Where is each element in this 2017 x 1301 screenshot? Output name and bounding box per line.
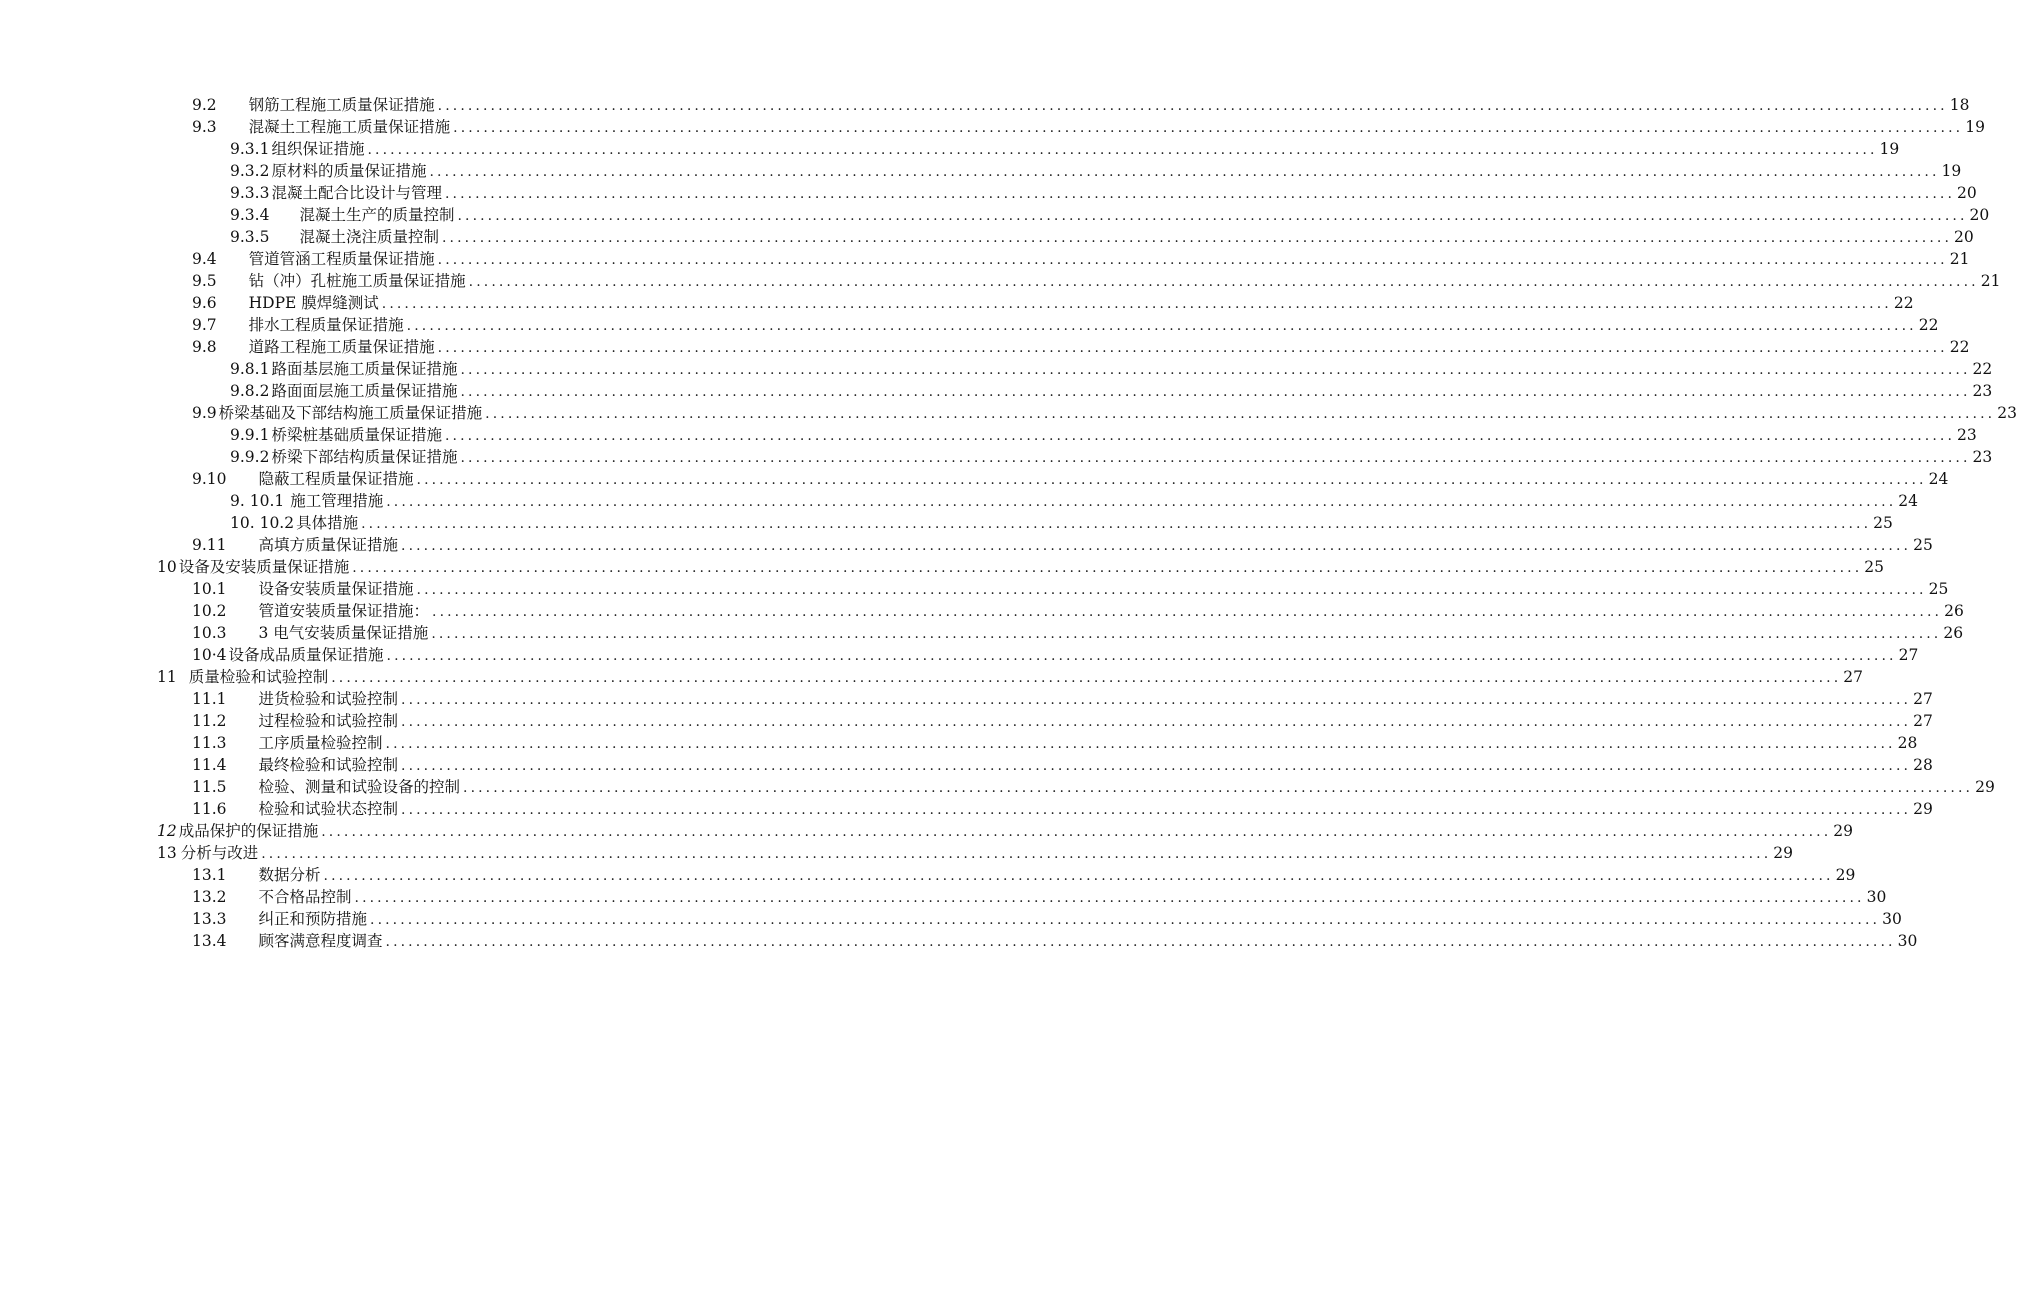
- toc-leader-dots: ........................................................................................................................................................................................................: [453, 120, 1964, 136]
- toc-entry-number: 10·4: [192, 646, 227, 664]
- toc-entry-number: 9.2: [192, 96, 217, 114]
- toc-entry[interactable]: [230, 446, 1993, 468]
- toc-entry-title: 道路工程施工质量保证措施: [248, 338, 435, 356]
- toc-entry-page: 22: [1972, 360, 1993, 378]
- toc-entry-page: 22: [1949, 338, 1970, 356]
- toc-entry[interactable]: [192, 292, 1914, 314]
- toc-entry-title: 检验和试验状态控制: [258, 800, 399, 818]
- toc-leader-dots: ........................................................................................................................................................................................................: [441, 230, 1953, 246]
- toc-entry-page: 25: [1913, 536, 1933, 554]
- toc-leader-dots: ........................................................................................................................................................................................................: [352, 560, 1863, 576]
- toc-entry[interactable]: [192, 776, 1995, 798]
- toc-entry-number: 13: [157, 844, 177, 862]
- toc-entry-title: 最终检验和试验控制: [258, 756, 399, 774]
- toc-entry[interactable]: [192, 534, 1933, 556]
- toc-entry[interactable]: [230, 424, 1977, 446]
- toc-entry-page: 28: [1897, 734, 1918, 752]
- toc-entry-number: 11.2: [192, 712, 227, 730]
- toc-entry-number: 10: [157, 558, 177, 576]
- toc-entry-title: 具体措施: [296, 514, 359, 532]
- toc-entry-page: 23: [1972, 382, 1993, 400]
- toc-entry-page: 26: [1943, 624, 1964, 642]
- toc-entry-page: 29: [1833, 822, 1854, 840]
- toc-entry-title: 设备及安装质量保证措施: [178, 558, 350, 576]
- toc-entry-number: 10.3: [192, 624, 227, 642]
- toc-entry[interactable]: [192, 864, 1856, 886]
- toc-leader-dots: ........................................................................................................................................................................................................: [468, 274, 1979, 290]
- toc-entry-number: 13.1: [192, 866, 227, 884]
- toc-entry-title: 桥梁桩基础质量保证措施: [271, 426, 442, 444]
- toc-entry[interactable]: [157, 842, 1794, 864]
- toc-leader-dots: ........................................................................................................................................................................................................: [331, 670, 1842, 686]
- toc-leader-dots: ........................................................................................................................................................................................................: [385, 934, 1896, 950]
- toc-entry-title: 钻（冲）孔桩施工质量保证措施: [248, 272, 466, 290]
- toc-leader-dots: ........................................................................................................................................................................................................: [321, 824, 1832, 840]
- toc-entry[interactable]: [192, 798, 1933, 820]
- toc-entry[interactable]: [192, 644, 1919, 666]
- toc-leader-dots: ........................................................................................................................................................................................................: [261, 846, 1772, 862]
- toc-leader-dots: ........................................................................................................................................................................................................: [401, 802, 1912, 818]
- toc-entry-title: 质量检验和试验控制: [188, 668, 329, 686]
- toc-leader-dots: ........................................................................................................................................................................................................: [444, 428, 1956, 444]
- toc-leader-dots: ........................................................................................................................................................................................................: [431, 626, 1942, 642]
- toc-entry-title: 原材料的质量保证措施: [271, 162, 427, 180]
- toc-entry-number: 13.2: [192, 888, 227, 906]
- toc-entry-title: 混凝土生产的质量控制: [299, 206, 455, 224]
- toc-entry-number: 9.3.2: [230, 162, 270, 180]
- toc-entry[interactable]: [230, 204, 1990, 226]
- toc-leader-dots: ........................................................................................................................................................................................................: [460, 450, 1971, 466]
- toc-leader-dots: ........................................................................................................................................................................................................: [457, 208, 1968, 224]
- toc-entry[interactable]: [230, 138, 1900, 160]
- toc-entry-page: 25: [1873, 514, 1893, 532]
- toc-entry[interactable]: [157, 666, 1864, 688]
- toc-entry-title: 高填方质量保证措施: [258, 536, 399, 554]
- toc-entry-title: 纠正和预防措施: [258, 910, 368, 928]
- toc-entry-title: 不合格品控制: [258, 888, 352, 906]
- toc-entry[interactable]: [192, 600, 1964, 622]
- toc-entry-number: 11.3: [192, 734, 227, 752]
- toc-entry-number: 9.8: [192, 338, 217, 356]
- toc-entry-page: 24: [1898, 492, 1919, 510]
- toc-entry-number: 9.11: [192, 536, 227, 554]
- toc-entry-page: 19: [1965, 118, 1985, 136]
- toc-entry[interactable]: [192, 578, 1949, 600]
- toc-leader-dots: ........................................................................................................................................................................................................: [386, 494, 1897, 510]
- toc-entry-page: 24: [1928, 470, 1949, 488]
- toc-entry[interactable]: [192, 468, 1949, 490]
- toc-entry[interactable]: [230, 380, 1993, 402]
- toc-leader-dots: ........................................................................................................................................................................................................: [401, 692, 1912, 708]
- toc-entry-page: 29: [1773, 844, 1794, 862]
- toc-entry-page: 29: [1975, 778, 1995, 796]
- toc-entry[interactable]: [192, 886, 1887, 908]
- toc-leader-dots: ........................................................................................................................................................................................................: [432, 604, 1943, 620]
- toc-leader-dots: ........................................................................................................................................................................................................: [401, 758, 1912, 774]
- toc-entry[interactable]: [157, 820, 1854, 842]
- toc-entry-title: 组织保证措施: [271, 140, 365, 158]
- toc-entry[interactable]: [157, 556, 1885, 578]
- toc-entry[interactable]: [230, 182, 1977, 204]
- toc-entry[interactable]: [192, 248, 1970, 270]
- toc-entry-page: 18: [1949, 96, 1970, 114]
- toc-entry-title: 过程检验和试验控制: [258, 712, 399, 730]
- toc-entry-number: 9.3.5: [230, 228, 270, 246]
- toc-entry-page: 30: [1897, 932, 1918, 950]
- toc-entry-page: 20: [1969, 206, 1990, 224]
- toc-entry-number: 9.9.1: [230, 426, 270, 444]
- toc-entry-title: 工序质量检验控制: [258, 734, 383, 752]
- toc-entry-number: 9.9: [192, 404, 217, 422]
- toc-entry-number: 9.10: [192, 470, 227, 488]
- toc-leader-dots: ........................................................................................................................................................................................................: [361, 516, 1872, 532]
- toc-entry[interactable]: [192, 94, 1970, 116]
- toc-entry-title: 路面面层施工质量保证措施: [271, 382, 458, 400]
- toc-leader-dots: ........................................................................................................................................................................................................: [354, 890, 1865, 906]
- toc-entry-number: 9.8.1: [230, 360, 270, 378]
- toc-leader-dots: ........................................................................................................................................................................................................: [437, 98, 1948, 114]
- toc-entry-page: 20: [1957, 184, 1977, 202]
- toc-entry-title: 桥梁下部结构质量保证措施: [271, 448, 458, 466]
- toc-entry-number: 10. 10.2: [230, 514, 295, 532]
- toc-leader-dots: ........................................................................................................................................................................................................: [416, 472, 1927, 488]
- toc-entry-title: 施工管理措施: [290, 492, 384, 510]
- toc-entry-page: 27: [1843, 668, 1864, 686]
- toc-leader-dots: ........................................................................................................................................................................................................: [437, 252, 1948, 268]
- toc-entry-title: 成品保护的保证措施: [178, 822, 319, 840]
- toc-entry-number: 9.8.2: [230, 382, 270, 400]
- toc-entry-number: 9.3: [192, 118, 217, 136]
- toc-leader-dots: ........................................................................................................................................................................................................: [463, 780, 1974, 796]
- toc-entry-title: 检验、测量和试验设备的控制: [258, 778, 461, 796]
- toc-entry-page: 27: [1913, 712, 1933, 730]
- toc-entry[interactable]: [230, 490, 1919, 512]
- toc-entry-page: 22: [1918, 316, 1939, 334]
- toc-leader-dots: ........................................................................................................................................................................................................: [437, 340, 1948, 356]
- toc-entry-number: 10.2: [192, 602, 227, 620]
- toc-entry-number: 9.9.2: [230, 448, 270, 466]
- toc-leader-dots: ........................................................................................................................................................................................................: [386, 648, 1897, 664]
- toc-entry-page: 23: [1957, 426, 1977, 444]
- toc-entry-title: 路面基层施工质量保证措施: [271, 360, 458, 378]
- toc-leader-dots: ........................................................................................................................................................................................................: [429, 164, 1940, 180]
- toc-entry-number: 11.5: [192, 778, 227, 796]
- toc-entry-page: 23: [1972, 448, 1993, 466]
- table-of-contents: [0, 94, 2017, 952]
- toc-leader-dots: ........................................................................................................................................................................................................: [444, 186, 1956, 202]
- toc-entry[interactable]: [192, 908, 1902, 930]
- toc-entry-number: 11.4: [192, 756, 227, 774]
- toc-entry-number: 11.6: [192, 800, 227, 818]
- toc-entry-page: 29: [1913, 800, 1933, 818]
- toc-leader-dots: ........................................................................................................................................................................................................: [401, 538, 1912, 554]
- toc-entry-number: 9.4: [192, 250, 217, 268]
- toc-entry-title: 隐蔽工程质量保证措施: [258, 470, 414, 488]
- toc-entry[interactable]: [192, 402, 2017, 424]
- toc-entry-title: 钢筋工程施工质量保证措施: [248, 96, 435, 114]
- toc-entry-title: 3 电气安装质量保证措施: [258, 624, 429, 642]
- toc-entry-page: 21: [1980, 272, 2001, 290]
- toc-entry-title: 数据分析: [258, 866, 321, 884]
- toc-leader-dots: ........................................................................................................................................................................................................: [370, 912, 1881, 928]
- toc-entry[interactable]: [192, 116, 1985, 138]
- toc-entry[interactable]: [192, 930, 1918, 952]
- toc-entry[interactable]: [192, 314, 1939, 336]
- toc-entry-number: 9.3.4: [230, 206, 270, 224]
- toc-leader-dots: ........................................................................................................................................................................................................: [485, 406, 1996, 422]
- toc-entry-title: 混凝土浇注质量控制: [299, 228, 439, 246]
- toc-entry-number: 9.3.1: [230, 140, 270, 158]
- toc-entry-number: 9.3.3: [230, 184, 270, 202]
- toc-entry-number: 13.4: [192, 932, 227, 950]
- toc-leader-dots: ........................................................................................................................................................................................................: [401, 714, 1912, 730]
- toc-entry-page: 29: [1835, 866, 1856, 884]
- toc-entry-page: 30: [1866, 888, 1887, 906]
- toc-entry-page: 22: [1893, 294, 1914, 312]
- toc-entry-page: 21: [1949, 250, 1970, 268]
- toc-entry-title: 管道安装质量保证措施：: [258, 602, 430, 620]
- toc-entry-page: 19: [1879, 140, 1900, 158]
- toc-entry-number: 12: [157, 822, 177, 840]
- toc-entry-title: 排水工程质量保证措施: [248, 316, 404, 334]
- toc-leader-dots: ........................................................................................................................................................................................................: [460, 362, 1971, 378]
- toc-entry-title: 分析与改进: [180, 844, 259, 862]
- toc-entry[interactable]: [192, 622, 1964, 644]
- toc-entry-title: 设备成品质量保证措施: [228, 646, 384, 664]
- toc-entry-title: 混凝土配合比设计与管理: [271, 184, 442, 202]
- toc-entry-page: 25: [1864, 558, 1885, 576]
- toc-entry-page: 20: [1954, 228, 1974, 246]
- toc-entry-title: HDPE 膜焊缝测试: [248, 294, 379, 312]
- toc-leader-dots: ........................................................................................................................................................................................................: [416, 582, 1927, 598]
- toc-entry-page: 23: [1997, 404, 2017, 422]
- toc-entry-page: 27: [1898, 646, 1919, 664]
- toc-entry-title: 顾客满意程度调查: [258, 932, 383, 950]
- toc-entry[interactable]: [192, 732, 1918, 754]
- toc-entry[interactable]: [230, 512, 1893, 534]
- toc-leader-dots: ........................................................................................................................................................................................................: [323, 868, 1834, 884]
- toc-entry[interactable]: [230, 160, 1962, 182]
- toc-entry-page: 26: [1944, 602, 1964, 620]
- toc-entry[interactable]: [192, 336, 1970, 358]
- toc-entry[interactable]: [192, 688, 1933, 710]
- toc-entry-title: 桥梁基础及下部结构施工质量保证措施: [218, 404, 483, 422]
- toc-entry-number: 9. 10.1: [230, 492, 285, 510]
- toc-entry-title: 设备安装质量保证措施: [258, 580, 414, 598]
- toc-entry-number: 11: [157, 668, 177, 686]
- toc-entry-title: 管道管涵工程质量保证措施: [248, 250, 435, 268]
- toc-entry-page: 30: [1882, 910, 1902, 928]
- toc-entry[interactable]: [192, 754, 1933, 776]
- toc-leader-dots: ........................................................................................................................................................................................................: [381, 296, 1892, 312]
- toc-entry-number: 13.3: [192, 910, 227, 928]
- toc-entry[interactable]: [192, 270, 2001, 292]
- toc-entry-page: 25: [1928, 580, 1949, 598]
- toc-entry-number: 9.6: [192, 294, 217, 312]
- toc-entry-title: 混凝土工程施工质量保证措施: [248, 118, 451, 136]
- toc-entry-number: 9.5: [192, 272, 217, 290]
- toc-entry[interactable]: [192, 710, 1933, 732]
- toc-entry-title: 进货检验和试验控制: [258, 690, 399, 708]
- toc-leader-dots: ........................................................................................................................................................................................................: [406, 318, 1917, 334]
- toc-leader-dots: ........................................................................................................................................................................................................: [460, 384, 1971, 400]
- toc-leader-dots: ........................................................................................................................................................................................................: [385, 736, 1896, 752]
- toc-entry-number: 10.1: [192, 580, 227, 598]
- toc-entry[interactable]: [230, 358, 1993, 380]
- toc-leader-dots: ........................................................................................................................................................................................................: [367, 142, 1878, 158]
- toc-entry-page: 27: [1913, 690, 1933, 708]
- toc-entry-number: 9.7: [192, 316, 217, 334]
- toc-entry-page: 19: [1941, 162, 1962, 180]
- toc-entry-number: 11.1: [192, 690, 227, 708]
- toc-entry[interactable]: [230, 226, 1974, 248]
- toc-entry-page: 28: [1913, 756, 1933, 774]
